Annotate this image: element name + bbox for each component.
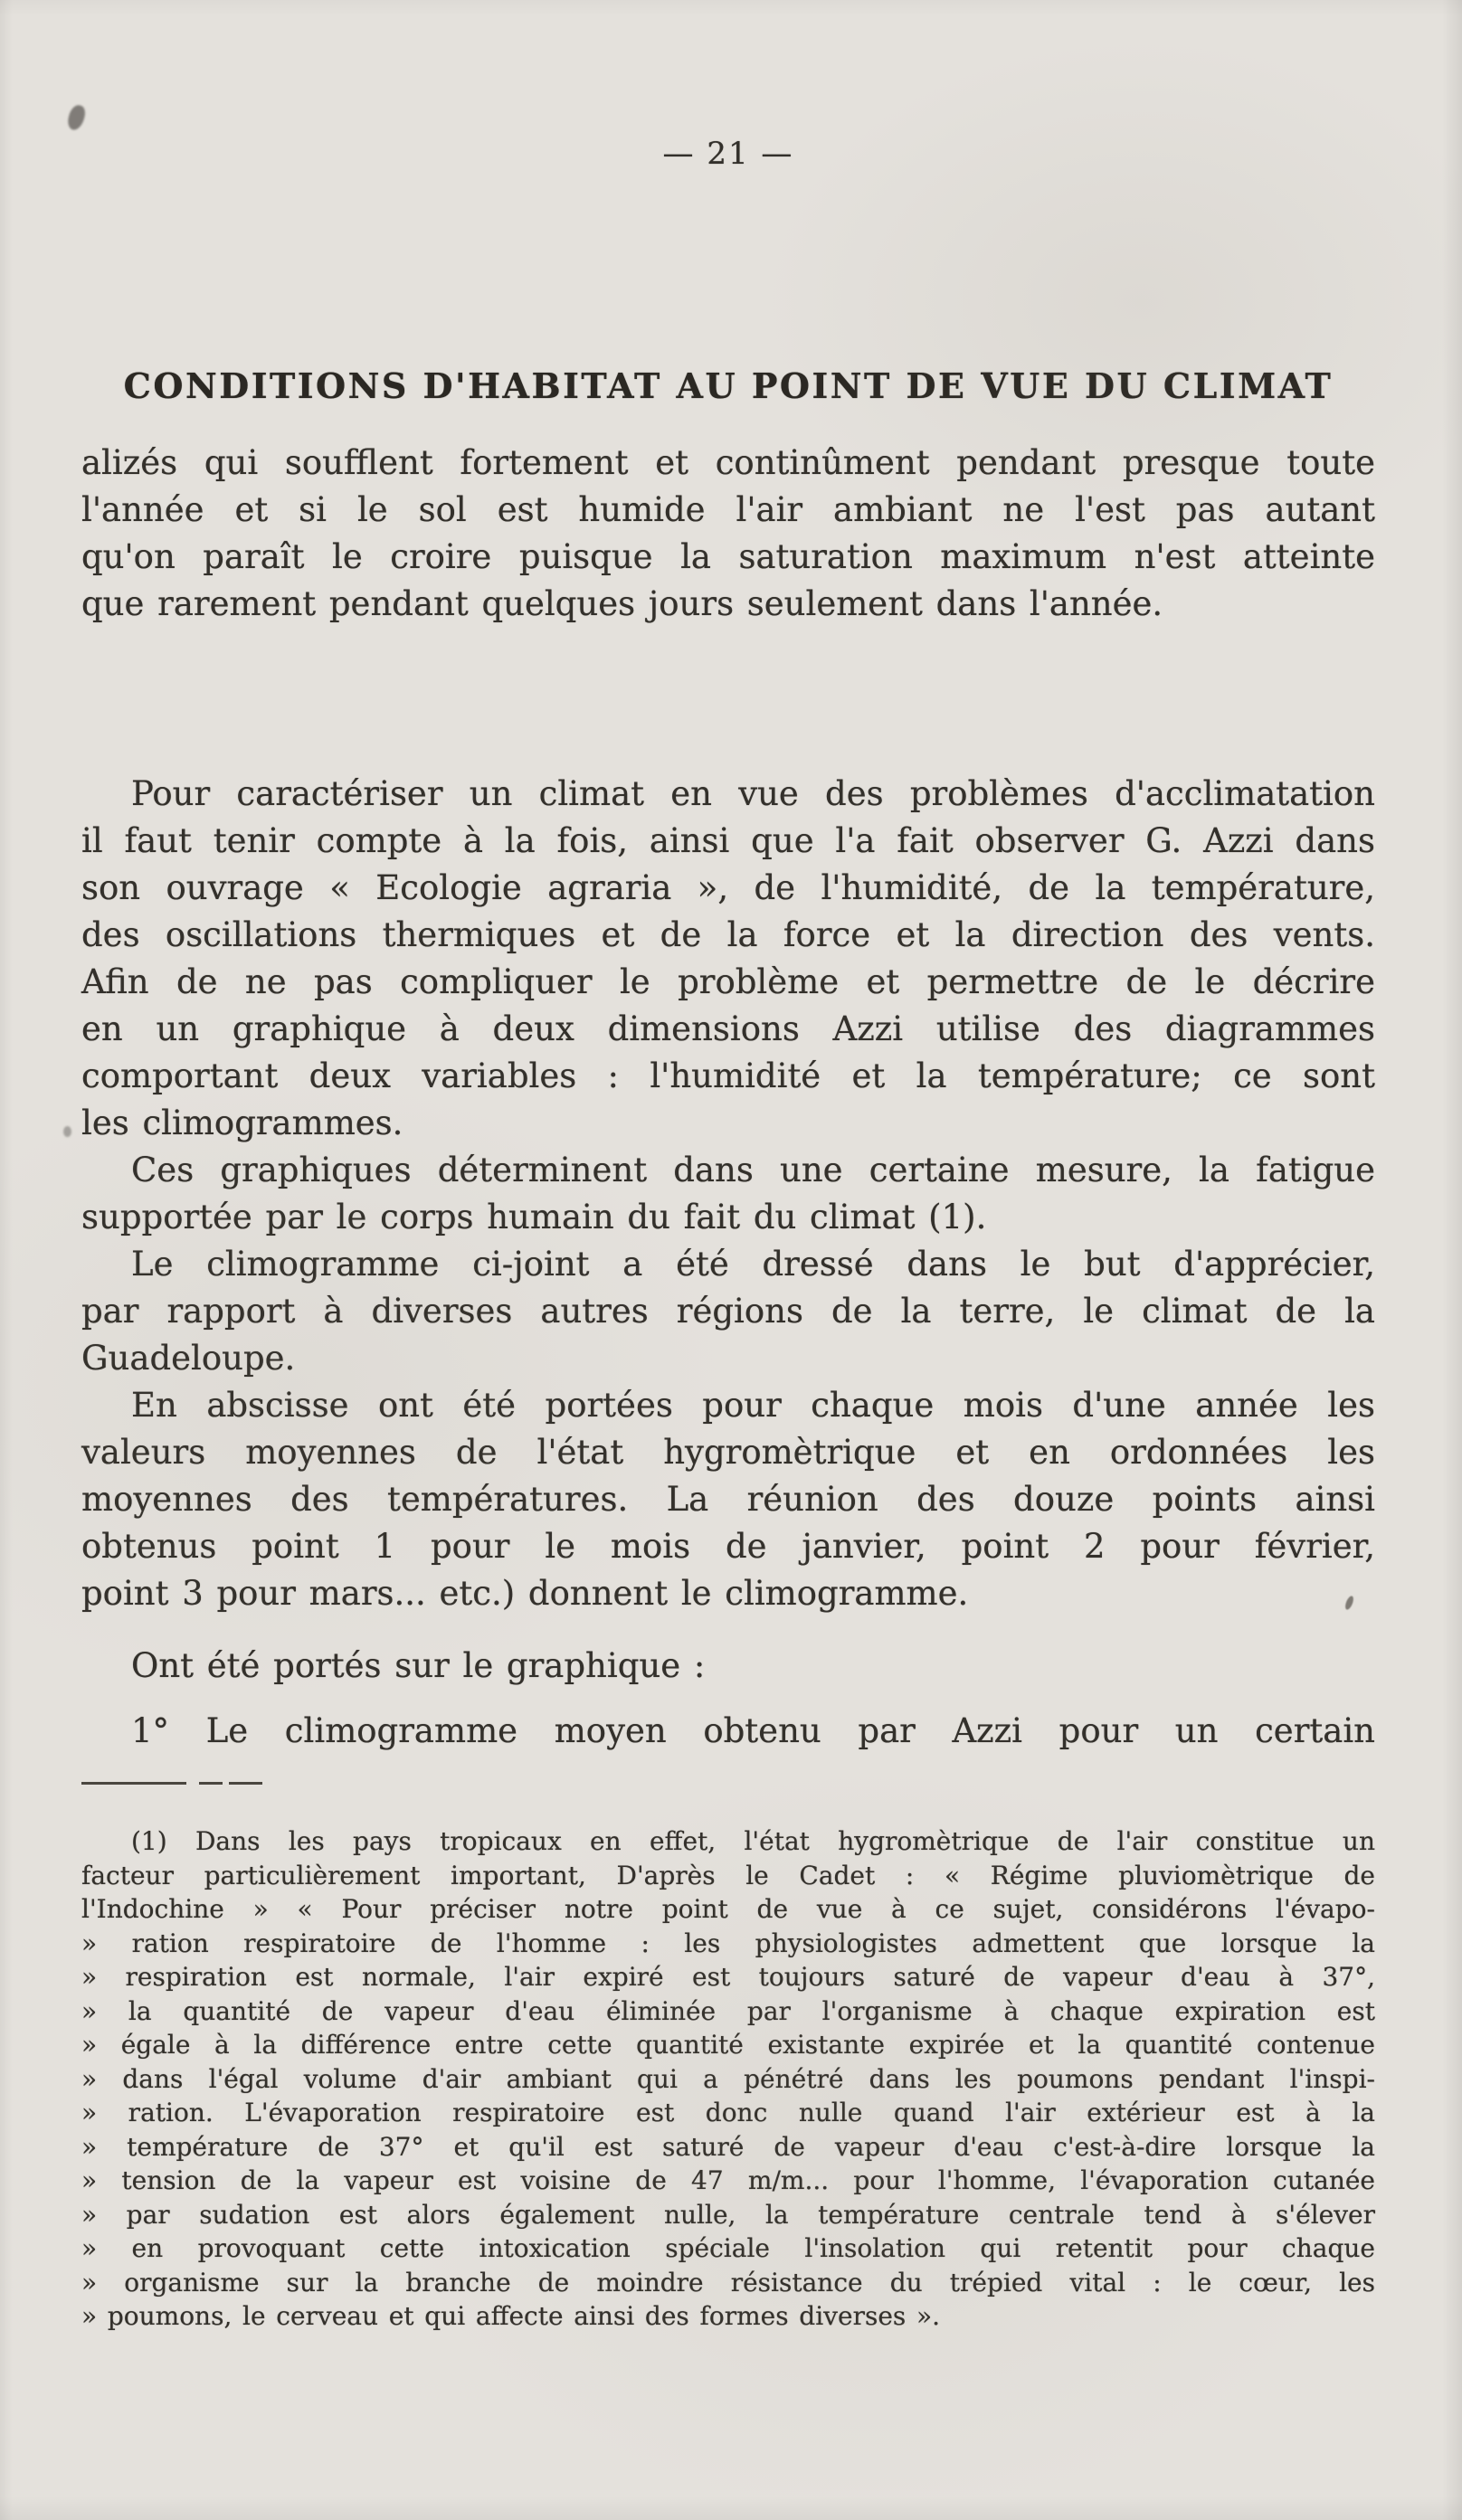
text-line: Ces graphiques déterminent dans une certaine mesure, la fatigue bbox=[131, 1151, 1375, 1189]
text-line: des oscillations thermiques et de la force et la direction des vents. bbox=[81, 915, 1375, 954]
text-line: que rarement pendant quelques jours seulement dans l'année. bbox=[81, 584, 1163, 623]
text-line: Ont été portés sur le graphique : bbox=[131, 1646, 706, 1685]
text-line: » tension de la vapeur est voisine de 47 m/m... pour l'homme, l'évaporation cutanée bbox=[81, 2165, 1375, 2195]
text-line: Guadeloupe. bbox=[81, 1339, 296, 1378]
text-line: » poumons, le cerveau et qui affecte ainsi des formes diverses ». bbox=[81, 2301, 940, 2331]
paragraph bbox=[81, 1643, 1375, 1690]
text-line: » ration respiratoire de l'homme : les physiologistes admettent que lorsque la bbox=[81, 1928, 1375, 1958]
text-line: Le climogramme ci-joint a été dressé dans le but d'apprécier, bbox=[131, 1245, 1375, 1284]
text-line: qu'on paraît le croire puisque la saturation maximum n'est atteinte bbox=[81, 537, 1375, 576]
text-line: en un graphique à deux dimensions Azzi utilise des diagrammes bbox=[81, 1009, 1375, 1048]
text-line: comportant deux variables : l'humidité et la température; ce sont bbox=[81, 1056, 1375, 1095]
text-line: supportée par le corps humain du fait du climat (1). bbox=[81, 1198, 987, 1236]
text-line: les climogrammes. bbox=[81, 1104, 403, 1142]
text-line: » respiration est normale, l'air expiré est toujours saturé de vapeur d'eau à 37°, bbox=[81, 1962, 1375, 1992]
paragraph bbox=[81, 1708, 1375, 1755]
text-line: son ouvrage « Ecologie agraria », de l'humidité, de la température, bbox=[81, 868, 1375, 907]
text-line: » dans l'égal volume d'air ambiant qui a pénétré dans les poumons pendant l'inspi- bbox=[81, 2063, 1375, 2094]
text-line: » égale à la différence entre cette quantité existante expirée et la quantité contenue bbox=[81, 2030, 1375, 2060]
text-line: valeurs moyennes de l'état hygromètrique et en ordonnées les bbox=[81, 1433, 1375, 1472]
text-line: l'Indochine » « Pour préciser notre point de vue à ce sujet, considérons l'évapo- bbox=[81, 1894, 1375, 1924]
text-line: alizés qui soufflent fortement et continûment pendant presque toute bbox=[81, 443, 1375, 482]
paragraph bbox=[81, 1382, 1375, 1617]
text-line: facteur particulièrement important, D'après le Cadet : « Régime pluviomètrique de bbox=[81, 1860, 1375, 1890]
text-line: » en provoquant cette intoxication spéciale l'insolation qui retentit pour chaque bbox=[81, 2233, 1375, 2263]
text-line: » ration. L'évaporation respiratoire est donc nulle quand l'air extérieur est à la bbox=[81, 2098, 1375, 2127]
text-line: 1° Le climogramme moyen obtenu par Azzi pour un certain bbox=[131, 1711, 1375, 1750]
text-line: » organisme sur la branche de moindre résistance du trépied vital : le cœur, les bbox=[81, 2267, 1375, 2297]
footnote-rule bbox=[81, 1782, 262, 1785]
paragraph bbox=[81, 771, 1375, 1147]
text-line: » température de 37° et qu'il est saturé de vapeur d'eau c'est-à-dire lorsque la bbox=[81, 2131, 1375, 2162]
text-line: En abscisse ont été portées pour chaque mois d'une année les bbox=[131, 1386, 1375, 1425]
paragraph bbox=[81, 1241, 1375, 1382]
text-line: point 3 pour mars... etc.) donnent le climogramme. bbox=[81, 1574, 969, 1613]
page-number: — 21 — bbox=[662, 136, 794, 172]
text-line: l'année et si le sol est humide l'air ambiant ne l'est pas autant bbox=[81, 490, 1375, 529]
text-line: » par sudation est alors également nulle, la température centrale tend à s'élever bbox=[81, 2199, 1375, 2230]
text-line: obtenus point 1 pour le mois de janvier, point 2 pour février, bbox=[81, 1527, 1375, 1566]
text-line: par rapport à diverses autres régions de la terre, le climat de la bbox=[81, 1292, 1375, 1331]
text-line: Pour caractériser un climat en vue des problèmes d'acclimatation bbox=[131, 774, 1375, 813]
text-line: » la quantité de vapeur d'eau éliminée par l'organisme à chaque expiration est bbox=[81, 1995, 1375, 2026]
text-line: moyennes des températures. La réunion des douze points ainsi bbox=[81, 1480, 1375, 1519]
text-line: (1) Dans les pays tropicaux en effet, l'état hygromètrique de l'air constitue un bbox=[131, 1826, 1375, 1856]
text-line: Afin de ne pas compliquer le problème et permettre de le décrire bbox=[81, 962, 1375, 1001]
paragraph bbox=[81, 440, 1375, 628]
body-text bbox=[81, 440, 1375, 1755]
footnote-text bbox=[81, 1824, 1375, 2334]
section-heading: CONDITIONS D'HABITAT AU POINT DE VUE DU CLIMAT bbox=[123, 365, 1334, 406]
paragraph bbox=[81, 1147, 1375, 1241]
text-line: il faut tenir compte à la fois, ainsi que l'a fait observer G. Azzi dans bbox=[81, 821, 1375, 860]
